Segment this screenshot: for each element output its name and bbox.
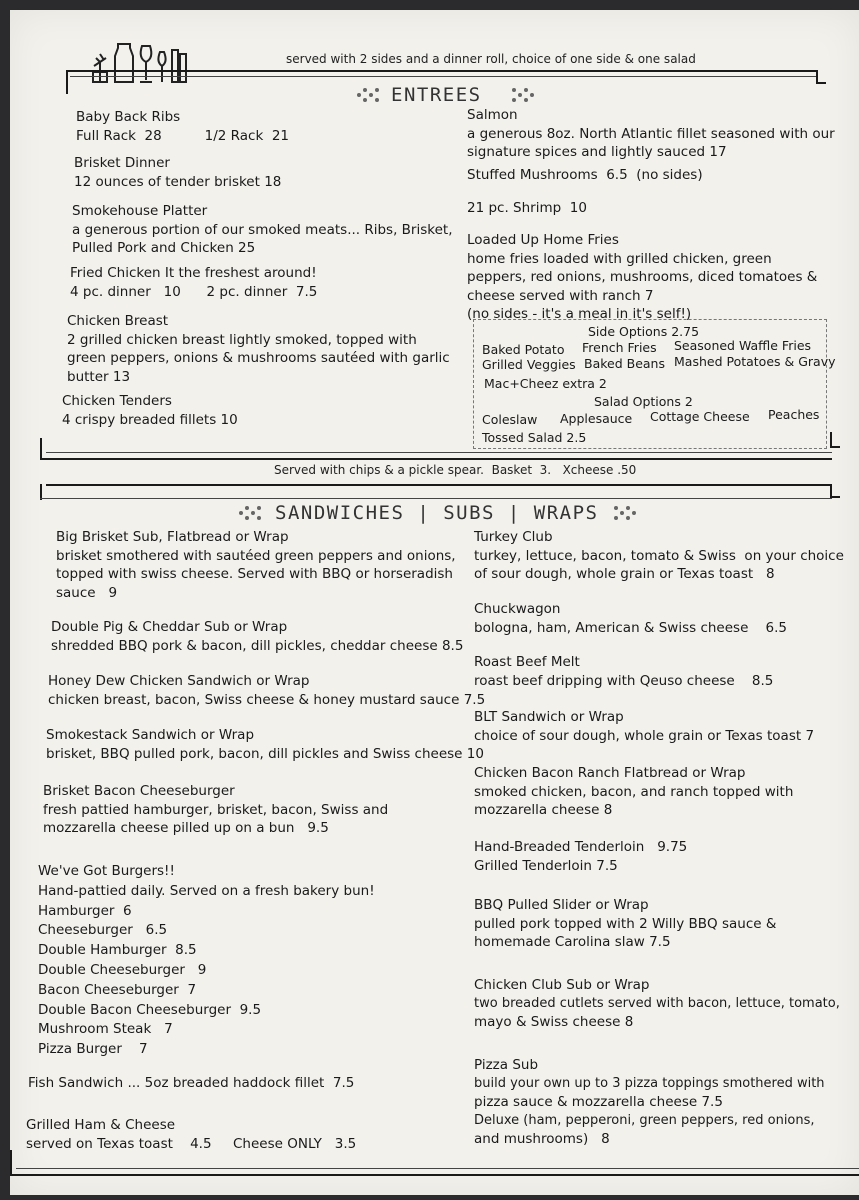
ornament-icon bbox=[610, 502, 640, 524]
bottles-plant-icon bbox=[86, 36, 196, 86]
salad-option: Applesauce bbox=[560, 411, 633, 426]
salad-options-title: Salad Options 2 bbox=[594, 394, 693, 409]
sandwich-item: Grilled Ham & Cheese served on Texas toast 4.5 Cheese ONLY 3.5 bbox=[26, 1117, 357, 1152]
burgers-list: We've Got Burgers!! Hand-pattied daily. Served on a fresh bakery bun! Hamburger 6 Cheeseburger 6.5 Double Hamburger 8.5 Double Cheeseburger 9 Bacon Cheeseburger 7 Double Bacon Cheeseburger 9.5 Mushroom Steak 7 Pizza Burger 7 bbox=[38, 863, 375, 1058]
salad-option: Cottage Cheese bbox=[650, 409, 750, 424]
ornament-icon bbox=[353, 84, 383, 106]
sandwich-item: Roast Beef Melt roast beef dripping with Qeuso cheese 8.5 bbox=[474, 654, 774, 689]
sandwich-item: BLT Sandwich or Wrap choice of sour dough, whole grain or Texas toast 7 bbox=[474, 709, 815, 744]
entree-item: Brisket Dinner 12 ounces of tender brisket 18 bbox=[74, 155, 282, 190]
sandwich-item: Smokestack Sandwich or Wrap brisket, BBQ pulled pork, bacon, dill pickles and Swiss cheese 10 bbox=[46, 727, 484, 762]
side-option: Baked Potato bbox=[482, 342, 565, 357]
sandwich-item: Pizza Sub build your own up to 3 pizza toppings smothered with pizza sauce & mozzarella cheese 7.5 Deluxe (ham, pepperoni, green peppers, red onions, and mushrooms) 8 bbox=[474, 1057, 825, 1147]
salad-option: Peaches bbox=[768, 407, 820, 422]
sandwich-item: Honey Dew Chicken Sandwich or Wrap chicken breast, bacon, Swiss cheese & honey mustard sauce 7.5 bbox=[48, 673, 486, 708]
entrees-tagline: served with 2 sides and a dinner roll, choice of one side & one salad bbox=[286, 52, 696, 66]
sandwich-item: Brisket Bacon Cheeseburger fresh pattied hamburger, brisket, bacon, Swiss and mozzarella cheese pilled up on a bun 9.5 bbox=[43, 783, 389, 836]
entree-item: Chicken Breast 2 grilled chicken breast lightly smoked, topped with green peppers, onions & mushrooms sautéed with garlic butter 13 bbox=[67, 313, 450, 385]
side-option: Baked Beans bbox=[584, 356, 665, 371]
ornament-icon bbox=[235, 502, 265, 524]
sandwich-item: Chuckwagon bologna, ham, American & Swiss cheese 6.5 bbox=[474, 601, 788, 636]
side-option: Seasoned Waffle Fries bbox=[674, 338, 812, 353]
sandwich-item: Big Brisket Sub, Flatbread or Wrap brisket smothered with sautéed green peppers and onions, topped with swiss cheese. Served with BBQ or horseradish sauce 9 bbox=[56, 529, 456, 601]
entree-item: Stuffed Mushrooms 6.5 (no sides) bbox=[467, 167, 703, 183]
entree-item: Fried Chicken It the freshest around! 4 pc. dinner 10 2 pc. dinner 7.5 bbox=[70, 265, 318, 300]
sandwich-item: Chicken Bacon Ranch Flatbread or Wrap smoked chicken, bacon, and ranch topped with mozzarella cheese 8 bbox=[474, 765, 794, 818]
side-option: French Fries bbox=[582, 340, 657, 355]
side-option-extra: Mac+Cheez extra 2 bbox=[484, 376, 607, 391]
entrees-header: ENTREES bbox=[391, 84, 482, 106]
sandwich-item: Chicken Club Sub or Wrap two breaded cutlets served with bacon, lettuce, tomato, mayo & Swiss cheese 8 bbox=[474, 977, 840, 1030]
side-option: Mashed Potatoes & Gravy bbox=[674, 354, 836, 369]
entree-item: Salmon a generous 8oz. North Atlantic fillet seasoned with our signature spices and lightly sauced 17 bbox=[467, 107, 835, 160]
sandwich-item: BBQ Pulled Slider or Wrap pulled pork topped with 2 Willy BBQ sauce & homemade Carolina slaw 7.5 bbox=[474, 897, 777, 950]
ornament-icon bbox=[508, 84, 538, 106]
sandwiches-header: SANDWICHES | SUBS | WRAPS bbox=[275, 502, 599, 524]
side-option: Grilled Veggies bbox=[482, 357, 576, 372]
side-options-title: Side Options 2.75 bbox=[588, 324, 700, 339]
sandwich-item: Double Pig & Cheddar Sub or Wrap shredded BBQ pork & bacon, dill pickles, cheddar cheese 8.5 bbox=[51, 619, 464, 654]
sandwich-item: Turkey Club turkey, lettuce, bacon, tomato & Swiss on your choice of sour dough, whole grain or Texas toast 8 bbox=[474, 529, 844, 582]
sandwich-item: Fish Sandwich ... 5oz breaded haddock fillet 7.5 bbox=[28, 1075, 355, 1091]
entree-item: 21 pc. Shrimp 10 bbox=[467, 200, 587, 216]
entree-item: Loaded Up Home Fries home fries loaded with grilled chicken, green peppers, red onions, mushrooms, diced tomatoes & cheese served with ranch 7 (no sides - it's a meal in it's self!) bbox=[467, 232, 818, 322]
entree-item: Baby Back Ribs Full Rack 28 1/2 Rack 21 bbox=[76, 109, 290, 144]
entree-item: Chicken Tenders 4 crispy breaded fillets 10 bbox=[62, 393, 238, 428]
entree-item: Smokehouse Platter a generous portion of our smoked meats... Ribs, Brisket, Pulled Pork and Chicken 25 bbox=[72, 203, 453, 256]
salad-option-extra: Tossed Salad 2.5 bbox=[482, 430, 587, 445]
sandwich-item: Hand-Breaded Tenderloin 9.75 Grilled Tenderloin 7.5 bbox=[474, 839, 688, 874]
sandwiches-tagline: Served with chips & a pickle spear. Basket 3. Xcheese .50 bbox=[274, 463, 637, 477]
menu-page bbox=[10, 10, 859, 1195]
options-box bbox=[473, 319, 836, 449]
salad-option: Coleslaw bbox=[482, 412, 538, 427]
